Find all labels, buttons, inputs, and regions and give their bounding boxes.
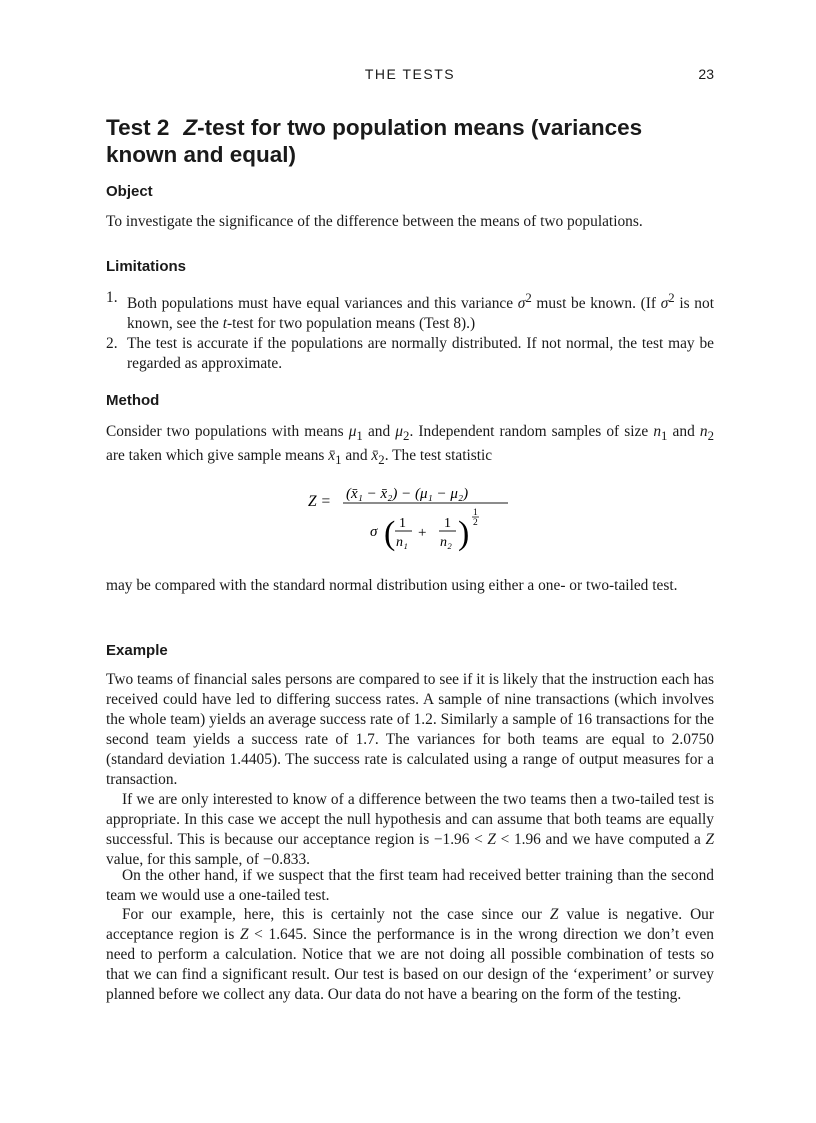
limitation-1-text-a: Both populations must have equal variances and this variance (127, 295, 518, 313)
example-paragraph-3: On the other hand, if we suspect that the first team had received better training than the second team we would use a one-tailed test. (106, 867, 714, 904)
t-symbol: t (222, 315, 228, 333)
limitation-2-text: The test is accurate if the populations are normally distributed. If not normal, the test may be regarded as approximate. (127, 335, 714, 373)
subscript: 2 (707, 429, 715, 444)
example-paragraph-4 (106, 905, 714, 1005)
limitations-heading: Limitations (106, 258, 187, 275)
exponent: 2 (525, 291, 532, 305)
example-text: < 1.96 and we have computed a (495, 831, 706, 848)
title-line2: known and equal) (106, 142, 297, 167)
formula-lhs: Z = (308, 493, 331, 510)
method-text: and (362, 423, 396, 440)
sigma-symbol: σ (660, 295, 669, 313)
test-number: Test 2 (106, 115, 170, 140)
object-heading: Object (106, 183, 153, 200)
formula-plus: + (418, 525, 427, 541)
title-z: Z (183, 115, 198, 140)
z-symbol: Z (487, 831, 496, 848)
example-heading: Example (106, 642, 168, 659)
running-header (106, 66, 714, 86)
method-text: are taken which give sample means (106, 447, 329, 465)
example-text: If we are only interested to know of a difference between the two teams then a two-tailed test is appropriate. In this case we accept the null hypothesis and can assume that both teams are equally successful. This is because our acceptance region is −1.96 < (106, 791, 714, 848)
mu-symbol: μ (395, 423, 404, 440)
formula-svg (106, 480, 714, 560)
formula-one-b: 1 (444, 516, 451, 531)
xbar-symbol: x̄ (328, 447, 336, 465)
example-text: value is negative. Our acceptance region is (106, 906, 715, 943)
example-text: value, for this sample, of −0.833. (106, 851, 311, 868)
right-paren: ) (458, 515, 470, 552)
list-marker: 1. (106, 289, 118, 306)
list-item (106, 334, 714, 374)
mu-symbol: μ (348, 423, 357, 440)
z-statistic-formula (106, 480, 714, 560)
formula-sigma: σ (370, 524, 378, 540)
limitations-list (106, 288, 714, 374)
z-symbol: Z (239, 926, 249, 943)
limitation-1-text-d: -test for two population means (Test 8).) (227, 315, 476, 333)
formula-one-a: 1 (399, 516, 406, 531)
method-after: may be compared with the standard normal distribution using either a one- or two-tailed test. (106, 577, 678, 594)
exponent-numerator: 1 (473, 508, 478, 518)
object-text: To investigate the significance of the difference between the means of two populations. (106, 213, 643, 230)
method-text: . Independent random samples of size (409, 423, 654, 440)
exponent-denominator: 2 (473, 518, 478, 528)
example-text: For our example, here, this is certainly not the case since our (122, 906, 550, 923)
subscript: 1 (661, 429, 668, 444)
example-text: < 1.645. Since the performance is in the wrong direction we don’t even need to perform a calculation. Notice that we are not doing all possible combination of tests so that we can find a significant result. Our test is based on our design of the ‘experiment’ or survey planned before we collect any data. Our data do not have a bearing on the form of the testing. (106, 926, 714, 1003)
limitation-1-text-c: is not known, see the (127, 295, 714, 333)
left-paren: ( (384, 515, 396, 552)
xbar-symbol: x̄ (371, 447, 379, 465)
exponent: 2 (668, 291, 675, 305)
n-symbol: n (699, 423, 708, 440)
z-symbol: Z (549, 906, 559, 923)
example-paragraph-1: Two teams of financial sales persons are compared to see if it is likely that the instruction each has received could have led to differing success rates. A sample of nine transactions (which involves the whole team) yields an average success rate of 1.2. Similarly a sample of 16 transactions for the second team yields a success rate of 1.7. The variances for both teams are equal to 2.0750 (standard deviation 1.4405). The success rate is calculated using a range of output measures for a transaction. (106, 671, 714, 788)
page-number: 23 (698, 66, 714, 82)
method-text: and (667, 423, 700, 440)
list-marker: 2. (106, 335, 118, 353)
running-title: THE TESTS (364, 66, 456, 82)
method-text: . The test statistic (384, 447, 493, 465)
n-symbol: n (653, 423, 662, 440)
page-title (106, 114, 714, 168)
sigma-symbol: σ (517, 295, 526, 313)
list-item (106, 288, 714, 334)
method-intro (106, 422, 714, 470)
z-symbol: Z (705, 831, 715, 848)
limitation-1-text-b: must be known. (If (531, 295, 661, 313)
method-text: and (341, 447, 372, 465)
formula-n2: n₂ (440, 535, 452, 550)
title-line1: -test for two population means (variances (197, 115, 643, 140)
formula-n1: n₁ (396, 535, 408, 550)
formula-numerator: (x̄₁ − x̄₂) − (μ₁ − μ₂) (346, 486, 469, 502)
method-text: Consider two populations with means (106, 423, 349, 440)
subscript: 1 (335, 453, 342, 468)
subscript: 1 (356, 429, 363, 444)
method-heading: Method (106, 392, 160, 409)
example-paragraph-2 (106, 790, 714, 870)
subscript: 2 (378, 453, 385, 468)
subscript: 2 (403, 429, 410, 444)
